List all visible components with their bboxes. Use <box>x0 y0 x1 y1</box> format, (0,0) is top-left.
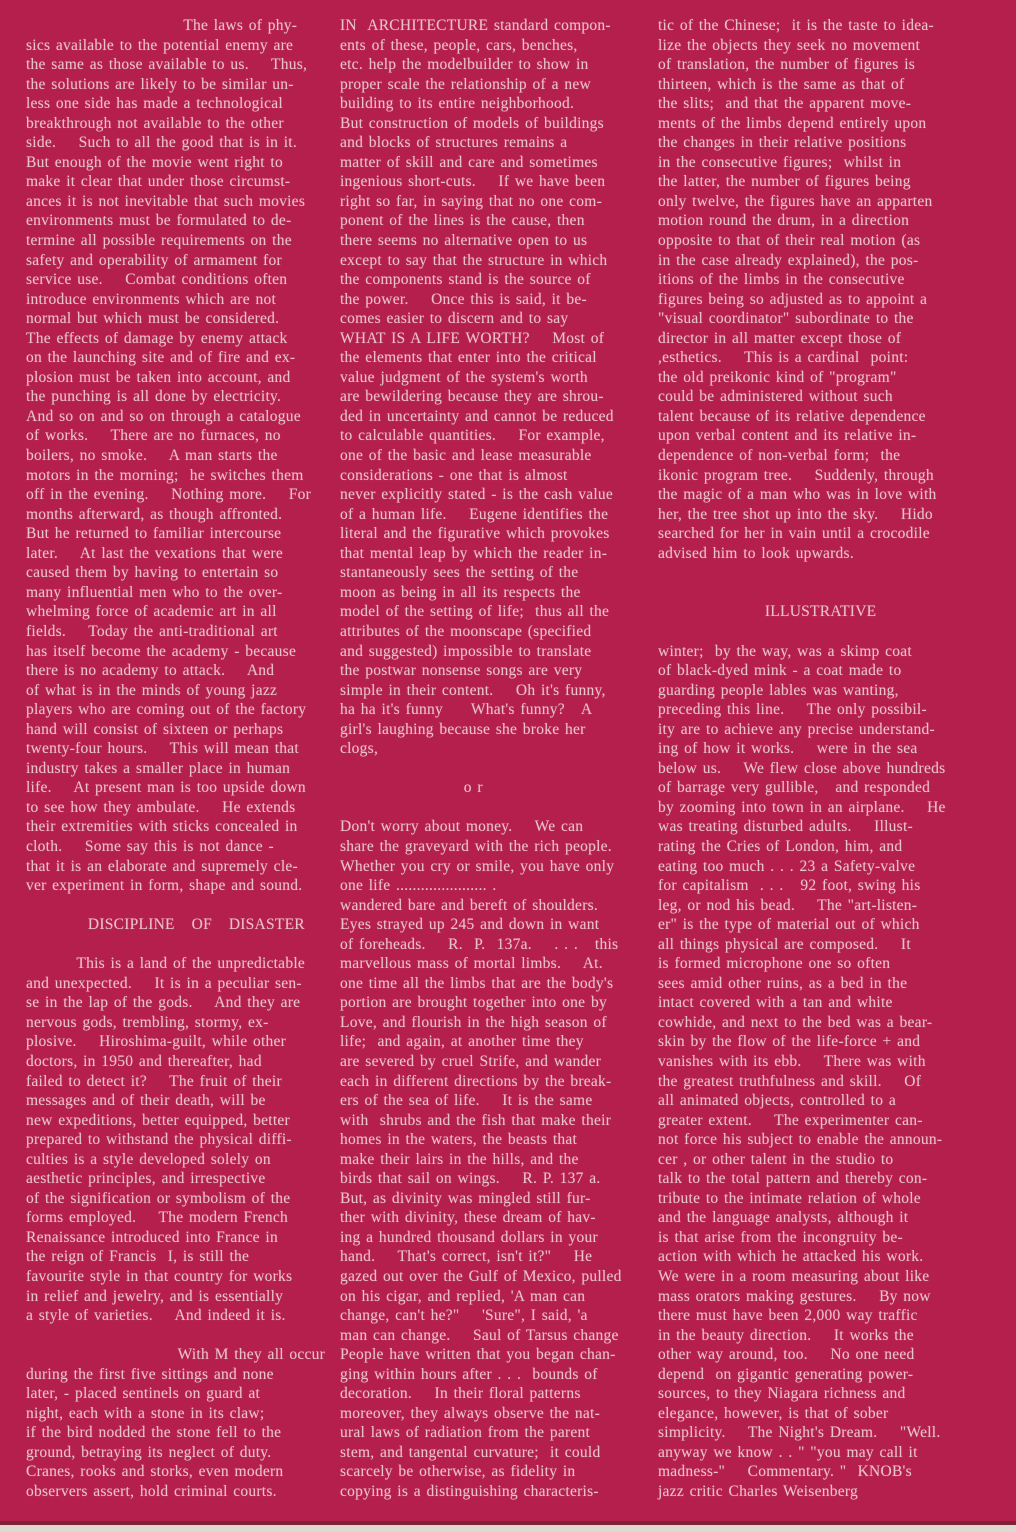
text-line: their extremities with sticks concealed in <box>26 818 298 836</box>
text-line: culties is a style developed solely on <box>26 1150 271 1168</box>
text-line: ver experiment in form, shape and sound. <box>26 877 303 895</box>
text-line: boilers, no smoke. A man starts the <box>26 447 278 465</box>
text-line: hand. That's correct, isn't it?" He <box>340 1248 593 1266</box>
text-line: on his cigar, and replied, 'A man can <box>340 1287 586 1305</box>
text-line: the greatest truthfulness and skill. Of <box>658 1072 922 1090</box>
text-line: Eyes strayed up 245 and down in want <box>340 916 600 934</box>
text-line: could be administered without such <box>658 388 893 406</box>
text-line: her, the tree shot up into the sky. Hido <box>658 505 933 523</box>
text-line: birds that sail on wings. R. P. 137 a. <box>340 1170 601 1188</box>
text-line: The effects of damage by enemy attack <box>26 329 288 347</box>
text-line: ments of the limbs depend entirely upon <box>658 114 927 132</box>
text-line: for capitalism . . . 92 foot, swing his <box>658 877 921 895</box>
text-line: favourite style in that country for works <box>26 1268 293 1285</box>
text-line: introduce environments which are not <box>26 290 277 308</box>
text-line: jazz critic Charles Weisenberg <box>658 1483 858 1501</box>
text-line: normal but which must be considered. <box>26 310 280 328</box>
text-line <box>658 583 1010 603</box>
text-line: Love, and flourish in the high season of <box>340 1013 607 1031</box>
text-line: players who are coming out of the factory <box>26 701 307 719</box>
text-line: sources, to they Niagara richness and <box>658 1385 906 1403</box>
text-line: tic of the Chinese; it is the taste to idea- <box>658 17 934 34</box>
text-line: in relief and jewelry, and is essentially <box>26 1287 284 1305</box>
text-line: environments must be formulated to de- <box>26 212 292 230</box>
text-line: People have written that you began chan- <box>340 1346 616 1364</box>
text-line: of foreheads. R. P. 137a. . . . this <box>340 935 619 953</box>
text-line: stantaneously sees the setting of the <box>340 564 579 582</box>
text-line: proper scale the relationship of a new <box>340 75 591 93</box>
text-line: there is no academy to attack. And <box>26 662 275 680</box>
text-line: termine all possible requirements on the <box>26 232 292 250</box>
text-line: literal and the figurative which provokes <box>340 525 610 543</box>
text-line: rating the Cries of London, him, and <box>658 837 903 855</box>
text-line: ther with divinity, these dream of hav- <box>340 1209 596 1227</box>
text-line: the components stand is the source of <box>340 271 591 289</box>
text-line: ances it is not inevitable that such movies <box>26 192 306 210</box>
text-line: stem, and tangental curvature; it could <box>340 1443 601 1461</box>
text-line <box>658 563 1010 583</box>
text-line: the changes in their relative positions <box>658 134 907 152</box>
text-line: the old preikonic kind of "program" <box>658 368 897 386</box>
text-line: hand will consist of sixteen or perhaps <box>26 720 284 738</box>
text-line: aesthetic principles, and irrespective <box>26 1170 266 1188</box>
text-line: moreover, they always observe the nat- <box>340 1404 600 1422</box>
section-heading: o r <box>340 779 483 797</box>
text-line <box>26 935 342 955</box>
text-line: thirteen, which is the same as that of <box>658 75 905 93</box>
text-line: model of the setting of life; thus all the <box>340 603 610 621</box>
text-line: ging within hours after . . . bounds of <box>340 1365 598 1383</box>
section-heading: ILLUSTRATIVE <box>658 603 877 621</box>
text-line: action with which he attacked his work. <box>658 1248 924 1266</box>
text-line: portion are brought together into one by <box>340 994 607 1012</box>
text-line: skin by the flow of the life-force + and <box>658 1033 921 1051</box>
text-line: man can change. Saul of Tarsus change <box>340 1326 619 1344</box>
text-line: ground, betraying its neglect of duty. <box>26 1443 272 1461</box>
text-line: the magic of a man who was in love with <box>658 486 937 504</box>
text-line: failed to detect it? The fruit of their <box>26 1072 282 1090</box>
text-line: of what is in the minds of young jazz <box>26 681 278 699</box>
text-line: that mental leap by which the reader in- <box>340 544 608 562</box>
text-line: is formed microphone one so often <box>658 955 891 973</box>
text-line: of barrage very gullible, and responded <box>658 779 931 797</box>
text-line: later. At last the vexations that were <box>26 544 284 562</box>
text-line: But construction of models of buildings <box>340 114 604 132</box>
text-line: depend on gigantic generating power- <box>658 1365 914 1383</box>
text-line: on the launching site and of fire and ex- <box>26 349 296 367</box>
text-line <box>26 896 342 916</box>
text-line: But he returned to familiar intercourse <box>26 525 282 543</box>
text-line: of translation, the number of figures is <box>658 56 916 74</box>
text-line: cer , or other talent in the studio to <box>658 1150 894 1168</box>
text-line <box>658 622 1010 642</box>
text-line: only twelve, the figures have an apparten <box>658 192 933 210</box>
text-line: industry takes a smaller place in human <box>26 759 291 777</box>
text-line: moon as being in all its respects the <box>340 583 581 601</box>
text-line: plosive. Hiroshima-guilt, while other <box>26 1033 287 1051</box>
text-line: ural laws of radiation from the parent <box>340 1424 591 1442</box>
text-line: itions of the limbs in the consecutive <box>658 271 905 289</box>
text-line: below us. We flew close above hundreds <box>658 759 946 777</box>
text-line: girl's laughing because she broke her <box>340 720 586 738</box>
text-line: doctors, in 1950 and thereafter, had <box>26 1052 262 1070</box>
text-column-left <box>26 16 342 1502</box>
section-heading: DISCIPLINE OF DISASTER <box>26 916 305 934</box>
page-bottom-edge <box>0 1525 1016 1532</box>
text-line: "visual coordinator" subordinate to the <box>658 310 914 328</box>
text-line: the same as those available to us. Thus, <box>26 56 308 74</box>
text-line: cowhide, and next to the bed was a bear- <box>658 1013 933 1031</box>
text-line: less one side has made a technological <box>26 95 283 113</box>
text-line: ents of these, people, cars, benches, <box>340 36 578 54</box>
text-line: prepared to withstand the physical diffi- <box>26 1131 292 1149</box>
text-line: marvellous mass of mortal limbs. At. <box>340 955 603 973</box>
text-line <box>340 798 658 818</box>
text-line: preceding this line. The only possibil- <box>658 701 927 719</box>
text-line: clogs, <box>340 740 379 758</box>
text-line: each in different directions by the break- <box>340 1072 612 1090</box>
text-line: intact covered with a tan and white <box>658 994 893 1012</box>
text-line <box>26 1326 342 1346</box>
text-line: comes easier to discern and to say <box>340 310 569 328</box>
text-line: of black-dyed mink - a coat made to <box>658 662 902 680</box>
text-line: the elements that enter into the critical <box>340 349 597 367</box>
text-line: night, each with a stone in its claw; <box>26 1404 265 1422</box>
text-line: WHAT IS A LIFE WORTH? Most of <box>340 329 605 347</box>
text-line: sees amid other ruins, as a bed in the <box>658 974 908 992</box>
text-line: not force his subject to enable the announ- <box>658 1131 943 1149</box>
text-line: ikonic program tree. Suddenly, through <box>658 466 934 484</box>
text-line: there seems no alternative open to us <box>340 232 588 250</box>
text-line: many influential men who to the over- <box>26 583 283 601</box>
text-line: madness-" Commentary. " KNOB's <box>658 1463 912 1481</box>
text-line: This is a land of the unpredictable <box>26 955 306 973</box>
text-line: of works. There are no furnaces, no <box>26 427 281 445</box>
text-line: elegance, however, is that of sober <box>658 1404 889 1422</box>
text-line: motors in the morning; he switches them <box>26 466 304 484</box>
text-line: But enough of the movie went right to <box>26 153 283 171</box>
text-line: the slits; and that the apparent move- <box>658 95 912 113</box>
text-line: never explicitly stated - is the cash value <box>340 486 614 504</box>
text-line: a style of varieties. And indeed it is. <box>26 1307 286 1325</box>
text-line: that it is an elaborate and supremely cle- <box>26 857 298 875</box>
text-line: vanishes with its ebb. There was with <box>658 1052 926 1070</box>
text-line: Don't worry about money. We can <box>340 818 584 836</box>
text-line: leg, or nod his bead. The "art-listen- <box>658 896 918 914</box>
text-line: decoration. In their floral patterns <box>340 1385 581 1403</box>
text-line: ha ha it's funny What's funny? A <box>340 701 593 719</box>
text-line: ing of how it works. were in the sea <box>658 740 918 758</box>
text-line: nervous gods, trembling, stormy, ex- <box>26 1013 269 1031</box>
text-column-center <box>340 16 658 1502</box>
text-line: mass orators making gestures. By now <box>658 1287 931 1305</box>
text-line: the reign of Francis I, is still the <box>26 1248 250 1266</box>
text-line: talent because of its relative dependence <box>658 407 926 425</box>
text-line <box>340 759 658 779</box>
text-line: wandered bare and bereft of shoulders. <box>340 896 599 914</box>
text-line: Renaissance introduced into France in <box>26 1228 278 1246</box>
text-line: in the case already explained), the pos- <box>658 251 919 269</box>
text-line: observers assert, hold criminal courts. <box>26 1483 277 1501</box>
text-line: breakthrough not available to the other <box>26 114 284 132</box>
text-line: months afterward, as though affronted. <box>26 505 283 523</box>
text-line: winter; by the way, was a skimp coat <box>658 642 912 660</box>
text-line: se in the lap of the gods. And they are <box>26 994 301 1012</box>
text-line: to see how they ambulate. He extends <box>26 798 296 816</box>
text-line: The laws of phy- <box>26 17 298 34</box>
text-line: ity are to achieve any precise understand- <box>658 720 935 738</box>
text-line: and suggested) impossible to translate <box>340 642 592 660</box>
text-line: ded in uncertainty and cannot be reduced <box>340 407 614 425</box>
text-line: with shrubs and the fish that make their <box>340 1111 612 1129</box>
text-line: plosion must be taken into account, and <box>26 368 291 386</box>
text-line: make their lairs in the hills, and the <box>340 1150 579 1168</box>
text-line: all animated objects, controlled to a <box>658 1092 896 1110</box>
text-line: advised him to look upwards. <box>658 544 854 562</box>
text-line: one time all the limbs that are the body's <box>340 974 614 992</box>
text-line: was treating disturbed adults. Illust- <box>658 818 913 836</box>
text-line: service use. Combat conditions often <box>26 271 288 289</box>
text-line: lize the objects they seek no movement <box>658 36 921 54</box>
text-line: make it clear that under those circumst- <box>26 173 291 191</box>
text-line: tribute to the intimate relation of whole <box>658 1189 921 1207</box>
text-line: considerations - one that is almost <box>340 466 568 484</box>
text-line: simple in their content. Oh it's funny, <box>340 681 606 699</box>
text-line: whelming force of academic art in all <box>26 603 277 621</box>
text-line: has itself become the academy - because <box>26 642 297 660</box>
text-line: messages and of their death, will be <box>26 1092 266 1110</box>
text-line: sics available to the potential enemy are <box>26 36 294 54</box>
text-line: during the first five sittings and none <box>26 1365 274 1383</box>
text-line: the solutions are likely to be similar un- <box>26 75 294 93</box>
text-line: ponent of the lines is the cause, then <box>340 212 585 230</box>
text-line: er" is the type of material out of which <box>658 916 920 934</box>
text-line: are bewildering because they are shrou- <box>340 388 604 406</box>
text-line: and unexpected. It is in a peculiar sen- <box>26 974 302 992</box>
text-line: searched for her in vain until a crocodile <box>658 525 930 543</box>
text-line: motion round the drum, in a direction <box>658 212 910 230</box>
text-line: to calculable quantities. For example, <box>340 427 605 445</box>
text-line: and the language analysts, although it <box>658 1209 909 1227</box>
text-line: homes in the waters, the beasts that <box>340 1131 578 1149</box>
text-line: upon verbal content and its relative in- <box>658 427 917 445</box>
text-line: of a human life. Eugene identifies the <box>340 505 609 523</box>
text-line: IN ARCHITECTURE standard compon- <box>340 17 611 34</box>
text-line: But, as divinity was mingled still fur- <box>340 1189 591 1207</box>
text-line: new expeditions, better equipped, better <box>26 1111 290 1129</box>
text-line: off in the evening. Nothing more. For <box>26 486 312 504</box>
text-line: We were in a room measuring about like <box>658 1268 930 1285</box>
text-line: matter of skill and care and sometimes <box>340 153 598 171</box>
text-line: building to its entire neighborhood. <box>340 95 575 113</box>
text-line: eating too much . . . 23 a Safety-valve <box>658 857 916 875</box>
text-line: guarding people lables was wanting, <box>658 681 899 699</box>
text-line: ing a hundred thousand dollars in your <box>340 1228 598 1246</box>
text-line: ers of the sea of life. It is the same <box>340 1092 593 1110</box>
text-line: anyway we know . . " "you may call it <box>658 1443 918 1461</box>
text-line: simplicity. The Night's Dream. "Well. <box>658 1424 941 1442</box>
text-line: Cranes, rooks and storks, even modern <box>26 1463 284 1481</box>
text-line: twenty-four hours. This will mean that <box>26 740 299 758</box>
text-line: With M they all occur <box>26 1346 326 1364</box>
text-line: is that arise from the incongruity be- <box>658 1228 903 1246</box>
text-line: etc. help the modelbuilder to show in <box>340 56 589 74</box>
text-line: talk to the total pattern and thereby con- <box>658 1170 928 1188</box>
text-line: figures being so adjusted as to appoint a <box>658 290 928 308</box>
text-line: forms employed. The modern French <box>26 1209 288 1227</box>
text-line: fields. Today the anti-traditional art <box>26 622 278 640</box>
text-line: by zooming into town in an airplane. He <box>658 798 946 816</box>
text-line: cloth. Some say this is not dance - <box>26 837 274 855</box>
text-line: there must have been 2,000 way traffic <box>658 1307 918 1325</box>
text-line: the latter, the number of figures being <box>658 173 911 191</box>
text-line: and blocks of structures remains a <box>340 134 568 152</box>
text-line: except to say that the structure in which <box>340 251 608 269</box>
text-line: ingenious short-cuts. If we have been <box>340 173 606 191</box>
text-line: are severed by cruel Strife, and wander <box>340 1052 602 1070</box>
text-line: if the bird nodded the stone fell to the <box>26 1424 282 1442</box>
text-line: opposite to that of their real motion (as <box>658 232 921 250</box>
text-line: gazed out over the Gulf of Mexico, pulled <box>340 1268 622 1285</box>
text-line: other way around, too. No one need <box>658 1346 915 1364</box>
text-line: value judgment of the system's worth <box>340 368 588 386</box>
text-line: greater extent. The experimenter can- <box>658 1111 923 1129</box>
text-line: the power. Once this is said, it be- <box>340 290 587 308</box>
text-line: And so on and so on through a catalogue <box>26 407 301 425</box>
text-line: in the consecutive figures; whilst in <box>658 153 902 171</box>
text-line: side. Such to all the good that is in it. <box>26 134 297 152</box>
text-line: life; and again, at another time they <box>340 1033 584 1051</box>
text-line: all things physical are composed. It <box>658 935 911 953</box>
text-line: director in all matter except those of <box>658 329 902 347</box>
text-line: change, can't he?" 'Sure", I said, 'a <box>340 1307 588 1325</box>
text-line: caused them by having to entertain so <box>26 564 279 582</box>
text-line: later, - placed sentinels on guard at <box>26 1385 261 1403</box>
text-line: one of the basic and lease measurable <box>340 447 592 465</box>
text-line: safety and operability of armament for <box>26 251 282 269</box>
text-line: life. At present man is too upside down <box>26 779 306 797</box>
text-line: of the signification or symbolism of the <box>26 1189 291 1207</box>
text-line: dependence of non-verbal form; the <box>658 447 901 465</box>
text-line: Whether you cry or smile, you have only <box>340 857 615 875</box>
text-line: attributes of the moonscape (specified <box>340 622 592 640</box>
text-line: right so far, in saying that no one com- <box>340 192 603 210</box>
text-line: the punching is all done by electricity. <box>26 388 282 406</box>
text-line: ,esthetics. This is a cardinal point: <box>658 349 909 367</box>
text-line: share the graveyard with the rich people. <box>340 837 612 855</box>
text-line: scarcely be otherwise, as fidelity in <box>340 1463 576 1481</box>
text-line: copying is a distinguishing characteris- <box>340 1483 599 1501</box>
text-line: in the beauty direction. It works the <box>658 1326 914 1344</box>
text-line: one life ...................... . <box>340 877 497 895</box>
text-line: the postwar nonsense songs are very <box>340 662 583 680</box>
text-column-right <box>658 16 1010 1502</box>
